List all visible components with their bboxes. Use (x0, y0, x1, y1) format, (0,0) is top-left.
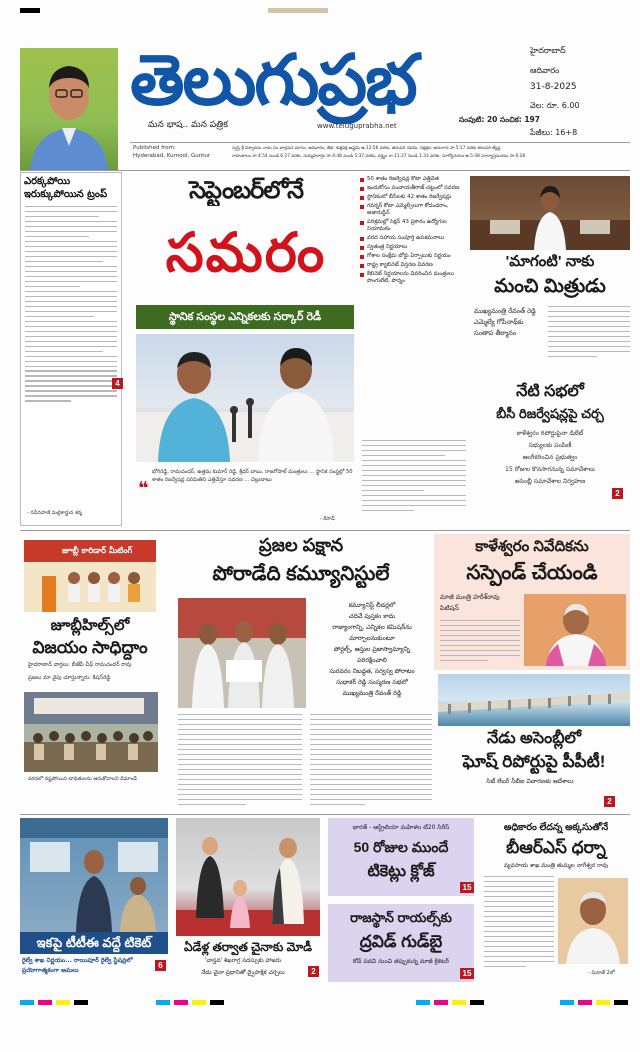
panchangam-line-1: స్వస్తి శ్రీ విశ్వావసు నామ సం భాద్రపద మాసం, ఆదివారం, తిథి: శుక్లపక్ష అష్టమి ఉ.12:56 వరకు, తదుపరి నవమి, నక్షత్రం: అనురాధ సా.5:17 వరకు తదుపరి జ్యేష్ఠ (232, 146, 501, 151)
lead-bullet: వరద సహాయ సంపూర్తి ఉపశమనాలు (360, 235, 464, 242)
medigadda-barrage-photo (438, 674, 630, 726)
modi-headline: ఏడేళ్ల తర్వాత చైనాకు మోడీ (183, 940, 313, 954)
lead-photo-credit: - కేసాడ్ (320, 516, 335, 522)
lead-bullets (360, 176, 464, 436)
edition-city: హైదరాబాద్ (530, 46, 566, 55)
sports-2-page-badge: 15 (460, 968, 474, 979)
lead-photo (136, 334, 354, 462)
columnist-photo (20, 48, 118, 170)
train-tte-photo (20, 818, 168, 932)
pullout-line: రాజ్యాంగాన్ని, ఎన్నికల కమిషన్‌ను (332, 624, 412, 631)
masthead-tagline: మన భాష.. మన పత్రిక (148, 120, 228, 130)
masthead-title: తెలుగుప్రభ (130, 41, 416, 119)
sports-1-headline-1: 50 రోజుల ముందే (353, 839, 449, 855)
brs-sub: వ్యవసాయ శాఖ మంత్రి తుమ్మల నాగేశ్వర రావు (503, 863, 609, 869)
bc-page-badge: 2 (612, 488, 623, 499)
kaleshwaram-headline-2: సస్పెండ్ చేయండి (466, 562, 598, 584)
lead-kicker: సెప్టెంబర్‌లోనే (189, 177, 303, 204)
sports-1-kicker: భారత్ - ఆస్ట్రేలియా మహిళల టీ20 సిరీస్ (352, 824, 450, 831)
edition-pages: పేజీలు: 16+8 (530, 128, 578, 137)
bc-item: 15 రోజుల కొనసాగనున్న సమావేశాలు (505, 466, 595, 473)
lead-bullet: గవర్నర్ కోటా ఎమ్మెల్సీలుగా కోదండరాం, అజారుద్దీన్ (360, 203, 464, 217)
left-column-page-badge: 4 (112, 378, 123, 389)
cm-assembly-photo (470, 176, 630, 250)
ticket-headline: ఇకపై టీటీఈ వద్దే టికెట్ (20, 932, 168, 954)
bc-headline: బీసీ రిజర్వేషన్లపై చర్చ (496, 406, 604, 421)
maganti-sub: ముఖ్యమంత్రి రేవంత్ రెడ్డి ఎమ్మెల్యే గోపీనాథ్‌కు సంతాప తీర్మానం (474, 307, 536, 337)
left-column-headline: ఎరక్కపోయి ఇరుక్కుపోయిన ట్రంప్ (24, 176, 108, 200)
communist-headline-1: ప్రజల పక్షాన (258, 535, 344, 555)
flood-protest-photo (24, 692, 158, 772)
edition-price: వెల: రూ. 6.00 (530, 101, 580, 110)
modi-sub-1: 'వాస్తవ' శిఖరాగ్ర సదస్సుకు హాజరు (204, 958, 282, 964)
lead-subhead: స్థానిక సంస్థల ఎన్నికలకు సర్కార్ రెడీ (136, 305, 354, 329)
modi-page-badge: 2 (308, 966, 319, 977)
brs-headline: బీఆర్ఎస్ ధర్నా (506, 838, 606, 857)
jubilee-sub-2: ప్రజలు మా వైపు చూస్తున్నారు: కిషన్‌రెడ్డి (28, 675, 111, 681)
lead-photo-caption: భోగిరెడ్డి, రామచందర్, ఉత్తమ కుమార్ రెడ్డి, శ్రీధర్ బాబు, రాజగోపాల్ మంత్రులు ... స్థానిక సంస్థల్లో 50 శాతం రిజర్వేషన్ల పరిమితిని ఎత్తివేస్తూ సవరణ ... చెల్లుబాటు (152, 469, 353, 483)
edition-date: 31-8-2025 (530, 82, 577, 92)
kaleshwaram-headline-1: కాళేశ్వరం నివేదికను (475, 538, 589, 555)
jubilee-headline-2: విజయం సాధిద్దాం (32, 638, 148, 657)
pullout-line: చదివే పుస్తకం కాదు (348, 613, 396, 620)
tummala-photo (558, 878, 628, 964)
lead-headline: సమరం (165, 223, 327, 283)
brs-credit: - మిరాజ్ 2లో (588, 970, 615, 976)
communist-pullout (312, 600, 432, 699)
jubilee-headline-1: జూబ్లీహిల్స్‌లో (50, 617, 130, 634)
published-from-label: Published from: (133, 145, 176, 151)
left-column-byline: - నవీనపాణి మల్లికార్జున శర్మ (27, 510, 82, 516)
sports-2-sub: కోచ్ పదవి నుంచి తప్పుకున్న మాజీ క్రికెటర్ (352, 958, 450, 965)
bc-item: ఆంగీకరించిన ప్రభుత్వం (522, 454, 578, 461)
lead-bullet: ఇందుకోసం పంచాయతీరాజ్ చట్టంలో సవరణ (360, 185, 464, 192)
pullout-line: కమ్యూనిస్ట్ లీడర్లలో (348, 602, 396, 609)
sports-1-headline-2: టికెట్లు క్లోజ్ (367, 863, 435, 880)
pullout-line: సురవరం నిబద్ధత, సర్వస్వ పోరాటం (329, 668, 415, 675)
bc-item: కాళేశ్వరం రిపోర్టుపైనా డిబేట్ (516, 430, 584, 437)
ghosh-sub: సిటీ లేబర్ సీబీఐ విచారణకు ఆదేశాలు (486, 778, 574, 785)
kaleshwaram-sub: మాజీ మంత్రి హరీశ్‌రావు పిటిషన్ (440, 593, 500, 612)
edition-volume: సంపుటి: 20 సంచిక: 197 (459, 115, 540, 124)
communist-headline-2: పోరాడేది కమ్యూనిస్టులే (212, 563, 390, 585)
maganti-headline-2: మంచి మిత్రుడు (494, 276, 606, 297)
communist-photo (178, 598, 306, 708)
brs-kicker: అధికారం లేదన్న అక్కసుతోనే (503, 822, 609, 833)
ghosh-headline: ఘోష్ రిపోర్టుపై పీపీటీ! (462, 752, 606, 771)
jubilee-sub-1: హైదరాబాద్ వార్తలు: బీజేపీ చీఫ్ రామచందర్ రావు (28, 662, 132, 668)
maganti-headline-1: 'మాగంటి' నాకు (505, 253, 595, 270)
masthead-url: www.teluguprabha.net (317, 122, 397, 130)
pullout-line: సుధాకర్ రెడ్డి సంస్మరణ సభలో (336, 679, 408, 686)
published-from: Hyderabad, Kurnool, Guntur (133, 153, 211, 159)
ghosh-kicker: నేడు అసెంబ్లీలో (487, 730, 581, 747)
lead-bullet: కేబినెట్ నిర్ణయాలను వివరించిన మంత్రులు పొంగులేటి, పొన్నం (360, 271, 464, 285)
lead-bullet: 50 శాతం రిజర్వేషన్ల కోటా ఎత్తివేత (360, 176, 464, 183)
bc-items (476, 428, 624, 488)
pullout-line: ముఖ్యమంత్రి రేవంత్ రెడ్డి (342, 690, 402, 697)
sports-2-headline-1: రాజస్థాన్ రాయల్స్‌కు (350, 910, 452, 925)
flood-photo-caption: వరదలో నష్టపోయిన బాధితులను ఆదుకోవాలని డిమాండ్ (28, 776, 137, 782)
lead-quote-mark: ❝ (138, 478, 149, 499)
ticket-sub: రైల్వే శాఖ నిర్ణయం... రాయిపూర్ రైల్వే స్టేషన్లలో ప్రయోగాత్మకంగా అమలు (22, 957, 133, 974)
lead-bullet: రాష్ట్ర క్యాబినెట్ విస్తరణ వివరణ (360, 262, 464, 269)
sports-1-page-badge: 15 (460, 882, 474, 893)
bc-item: అసెంబ్లీ సమావేశాల నిర్వహణ (514, 478, 586, 485)
pullout-line: పరిరక్షించాలి (357, 657, 387, 664)
modi-sub-2: నేడు చైనా ప్రధానితో ద్వైపాక్షిక చర్చలు (201, 970, 285, 976)
edition-day: ఆదివారం (530, 66, 560, 75)
ghosh-page-badge: 2 (604, 796, 615, 807)
pullout-line: పోర్టల్స్, ఆస్తుల ప్రజాస్వామ్యాన్ని (333, 646, 411, 653)
lead-bullet: స్వతంత్ర నిర్ణయాలు (360, 244, 464, 251)
lead-bullet: పరిశ్రమల్లో సెక్షన్ 43 ప్రకారం ఉద్యోగుల నియామకం (360, 219, 464, 233)
sports-2-headline-2: ద్రవిడ్ గుడ్‌బై (359, 932, 443, 951)
harish-rao-photo (524, 594, 626, 666)
pullout-line: మార్చాలనుకుంటూ (349, 635, 395, 642)
bc-kicker: నేటి సభలో (516, 383, 584, 400)
bc-item: సభ్యులకు పంపిణీ (528, 442, 572, 449)
modi-arrival-photo (176, 818, 320, 936)
lead-bullet: స్థానికంలో బీసీలకు 42 శాతం రిజర్వేషన్లు (360, 194, 464, 201)
jubilee-banner-text: జూబ్లీ కారిడార్ మీటింగ్ (62, 546, 133, 555)
lead-bullet: గోశాల సంక్షేమ బోర్డు ఏర్పాటుకు నిర్ణయం (360, 253, 464, 260)
panchangam-line-2: రాహుకాలం సా.4:54 నుండి 6:27 వరకు, దుర్ముహూర్తం సా.4:48 నుండి 5:37 వరకు, వర్జ్యం రా.11:37 నుండి 1:33 వరకు, సూర్యోదయం ఉ.5:48 సూర్యాస్తమయం సా.6:28 (232, 154, 526, 159)
ticket-page-badge: 6 (155, 960, 166, 971)
